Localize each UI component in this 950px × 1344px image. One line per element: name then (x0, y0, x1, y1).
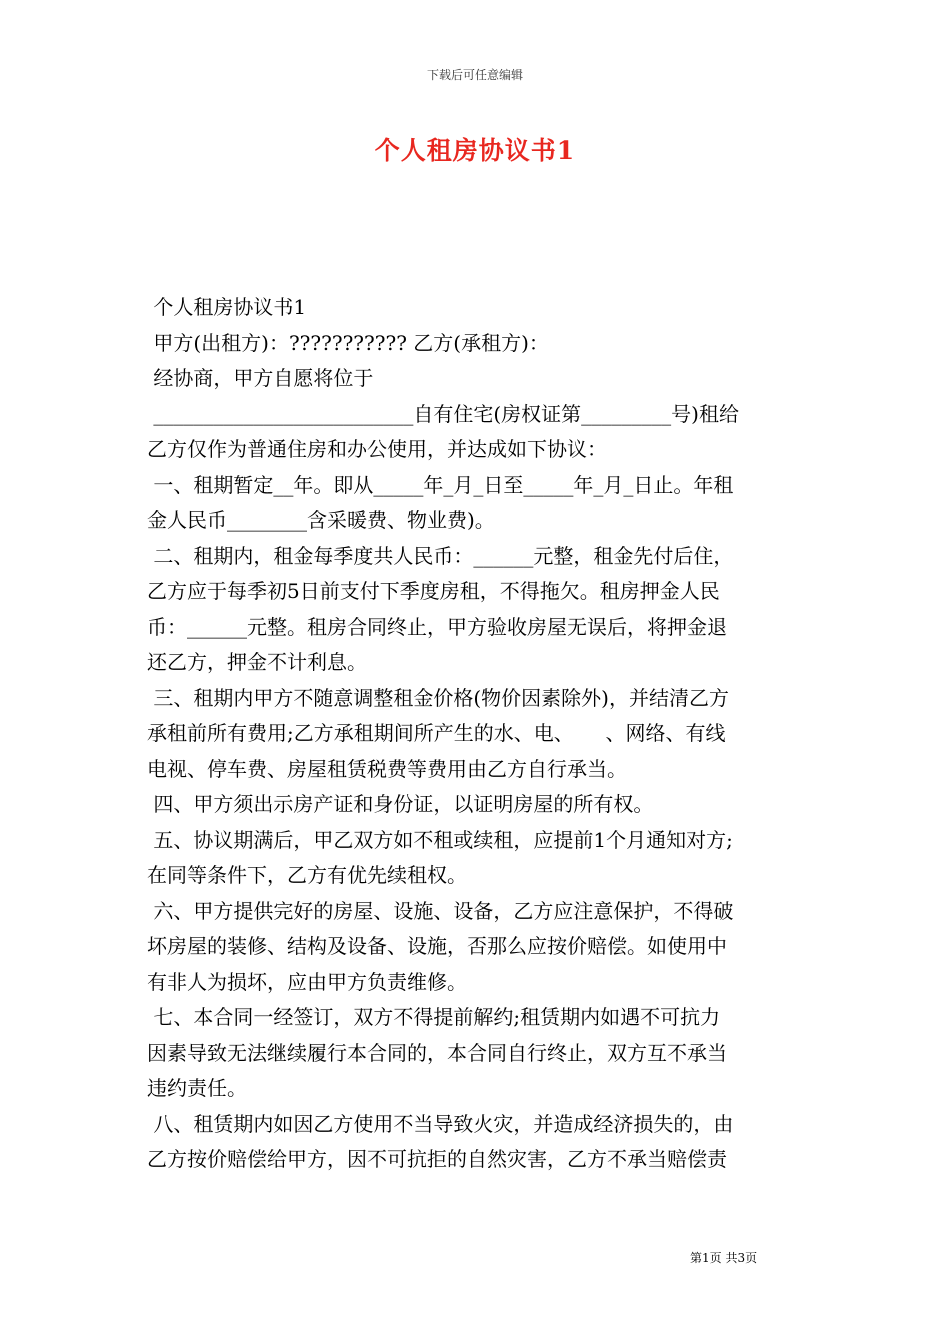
body-line: 八、租赁期内如因乙方使用不当导致火灾，并造成经济损失的，由 (147, 1111, 734, 1136)
body-line: 在同等条件下，乙方有优先续租权。 (147, 863, 467, 887)
body-line: 乙方应于每季初5日前支付下季度房租，不得拖欠。租房押金人民 (147, 579, 720, 603)
body-line: 五、协议期满后，甲乙双方如不租或续租，应提前1个月通知对方; (147, 827, 733, 852)
body-line: 还乙方，押金不计利息。 (147, 650, 367, 674)
body-line: 甲方(出租方)：??????????? 乙方(承租方)： (147, 330, 549, 355)
body-line: 乙方仅作为普通住房和办公使用，并达成如下协议： (147, 437, 607, 461)
header-note: 下载后可任意编辑 (426, 68, 523, 82)
body-line: 有非人为损坏，应由甲方负责维修。 (147, 969, 467, 994)
body-line: 违约责任。 (147, 1076, 247, 1100)
body-line: 三、租期内甲方不随意调整租金价格(物价因素除外)，并结清乙方 (147, 685, 729, 710)
body-line: 电视、停车费、房屋租赁税费等费用由乙方自行承当。 (147, 756, 627, 781)
document-title: 个人租房协议书1 (374, 136, 576, 165)
body-line: 承租前所有费用;乙方承租期间所产生的水、电、 、网络、有线 (147, 721, 726, 745)
body-line: __________________________自有住宅(房权证第_________号)租给 (147, 401, 739, 426)
document-body (147, 290, 827, 1178)
body-line: 四、甲方须出示房产证和身份证，以证明房屋的所有权。 (147, 792, 654, 816)
body-line: 七、本合同一经签订，双方不得提前解约;租赁期内如遇不可抗力 (147, 1005, 721, 1029)
body-line: 乙方按价赔偿给甲方，因不可抗拒的自然灾害，乙方不承当赔偿责 (147, 1147, 727, 1171)
body-line: 坏房屋的装修、结构及设备、设施，否那么应按价赔偿。如使用中 (147, 934, 727, 958)
body-line: 二、租期内，租金每季度共人民币：______元整，租金先付后住， (147, 543, 734, 568)
page-number: 第1页 共3页 (690, 1251, 758, 1265)
body-line: 币：______元整。租房合同终止，甲方验收房屋无误后，将押金退 (147, 614, 727, 639)
body-line: 六、甲方提供完好的房屋、设施、设备，乙方应注意保护，不得破 (147, 898, 734, 923)
body-line: 金人民币________含采暖费、物业费)。 (147, 508, 495, 532)
body-line: 一、租期暂定__年。即从_____年_月_日至_____年_月_日止。年租 (147, 472, 734, 497)
body-line: 因素导致无法继续履行本合同的，本合同自行终止，双方互不承当 (147, 1040, 727, 1065)
body-line: 个人租房协议书1 (147, 295, 307, 319)
body-line: 经协商，甲方自愿将位于 (147, 366, 374, 390)
